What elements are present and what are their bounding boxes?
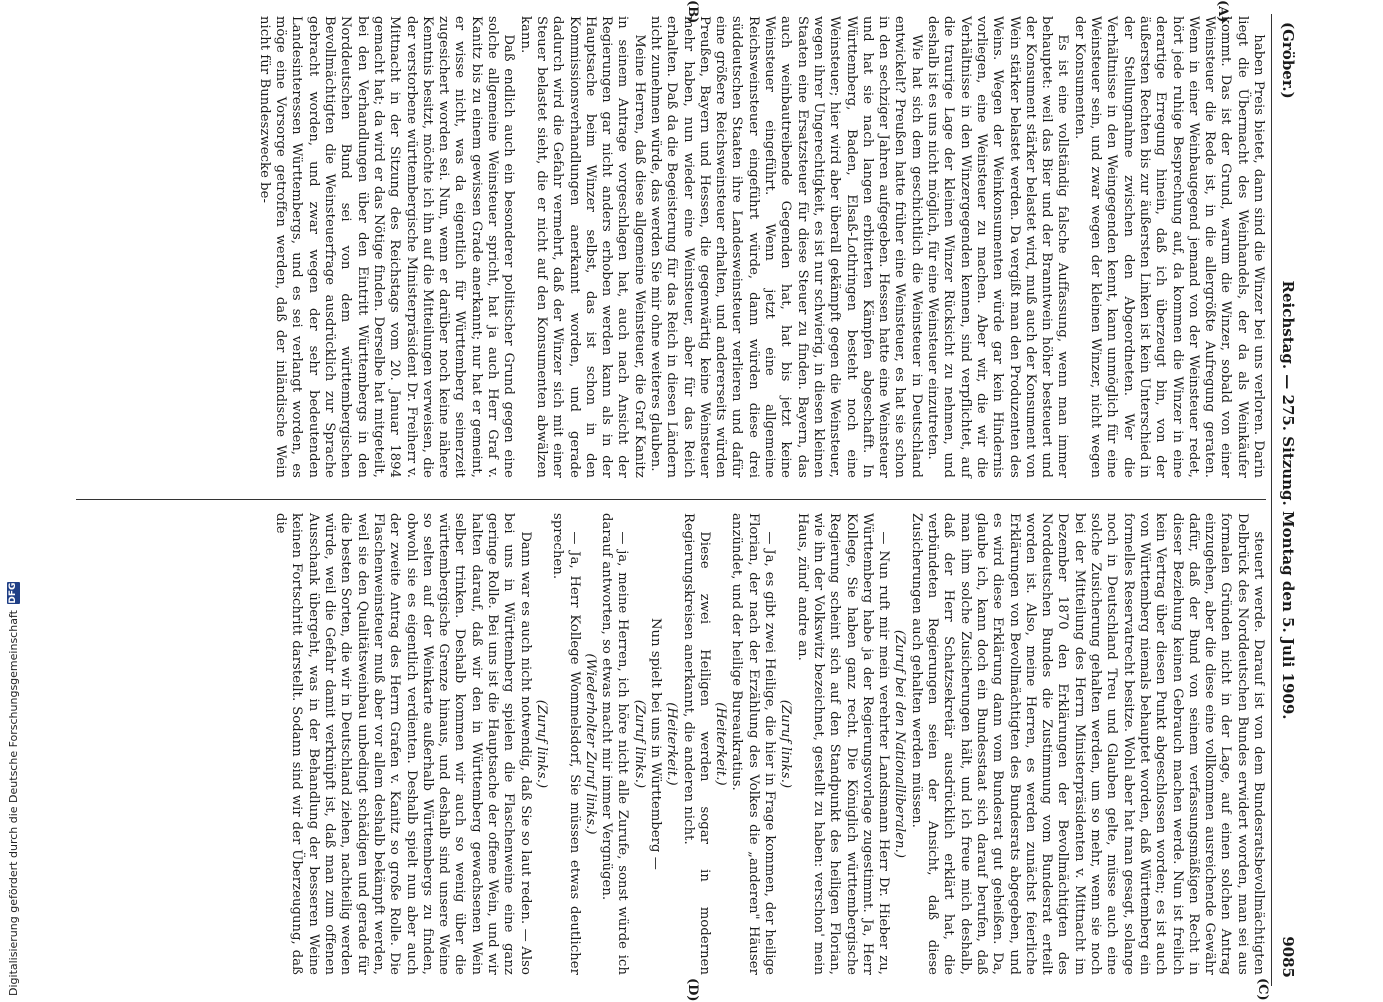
left-column bbox=[256, 16, 1266, 478]
interjection: (Zuruf links.) bbox=[631, 699, 647, 789]
margin-marker-c: (C) bbox=[1255, 978, 1270, 1001]
speaker-name: (Gröber.) bbox=[1279, 22, 1297, 99]
page-header bbox=[1274, 6, 1300, 994]
paragraph: Wie hat sich dem geschichtlich die Weinsteuer in Deutschland entwickelt? Preußen hatte früher eine Weinsteuer, es hat sie schon in den sechziger Jahren aufgegeben. Hessen hatte eine Weinsteuer und hat sie nach langen erbitterten Kämpfen abgeschafft. In Württemberg, Baden, Elsaß-Lothringen besteht noch eine Weinsteuer; hier wird aber überall gekämpft gegen die Weinsteuer, wegen ihrer Ungerechtigkeit, es ist nur schwierig, in diesen kleinen Staaten eine Ersatzsteuer für diese Steuer zu finden. Bayern, das auch weinbautreibende Gegenden hat, hat bis jetzt keine Weinsteuer eingeführt. Wenn jetzt eine allgemeine Reichsweinsteuer eingeführt würde, dann würden diese drei süddeutschen Staaten ihre Landesweinsteuer verlieren und dafür eine größere Reichsweinsteuer erhalten, und andererseits würden Preußen, Bayern und Hessen, die gegenwärtig keine Weinsteuer mehr haben, nun wieder eine Weinsteuer, aber für das Reich erhalten. Daß da die Begeisterung für das Reich in diesen Ländern nicht zunehmen würde, das werden Sie mir ohne weiteres glauben. bbox=[648, 16, 924, 478]
paragraph: steuert werde. Darauf ist von dem Bundesratsbevollmächtigten Delbrück des Norddeutschen Bundes erwidert worden, man sei aus formalen Gründen nicht in der Lage, auf einen solchen Antrag einzugehen, aber die diese eine vollkommen ausreichende Gewähr dafür, daß der Bund von seinem verfassungsmäßigen Recht in dieser Beziehung keinen Gebrauch machen werde. Nun ist freilich kein Vertrag über diesen Punkt abgeschlossen worden; es ist auch von Württemberg niemals behauptet worden, daß Württemberg ein formelles Reservatrecht besitze. Wohl aber hat man gesagt, solange noch in Deutschland Treu und Glauben gelte, müsse auch eine solche Zusicherung gehalten werden, um so mehr, wenn sie noch bei der Mitteilung des Herrn Ministerpräsidenten v. Mittnacht im Dezember 1870 den Erklärungen der Bevollmächtigten des Norddeutschen Bundes die Zustimmung vom Bundesrat erteilt worden ist. Also, meine Herren, es werden zunächst feierliche Erklärungen von Bevollmächtigten des Bundesrats abgegeben, und es wird diese Erklärung dann vom Bundesrat gut geheißen. Da, glaube ich, kann doch ein Bundesstaat sich darauf berufen, daß man ihm solche Zusicherungen hält, und ich freue mich deshalb, daß der Herr Schatzsekretär ausdrücklich erklärt hat, die verbündeten Regierungen seien der Ansicht, daß diese Zusicherungen auch gehalten werden müssen. bbox=[908, 513, 1266, 975]
paragraph: Diese zwei Heiligen werden sogar in modernen Regierungskreisen anerkannt, die anderen nicht. bbox=[680, 513, 712, 975]
right-column bbox=[272, 513, 1266, 975]
paragraph: — Ja, Herr Kollege Wommelsdorf, Sie müssen etwas deutlicher sprechen. bbox=[550, 513, 582, 975]
paragraph: haben Preis bietet, dann sind die Winzer bei uns verloren. Darin liegt die Übermacht des Weinhandels, der da als Weinkäufer kommt. Das ist der Grund, warum die Winzer, sobald von einer Weinsteuer die Rede ist, in die allergrößte Aufregung geraten. Wenn in einer Weinbaugegend jemand von der Weinsteuer redet, hört jede ruhige Besprechung auf, da kommen die Winzer in eine derartige Erregung hinein, daß ich überzeugt bin, von der äußersten Rechten bis zur äußersten Linken ist kein Unterschied in der Stellungnahme zwischen den Abgeordneten. Wer die Verhältnisse in den Weingegenden kennt, kann unmöglich für eine Weinsteuer sein, und zwar wegen der kleinen Winzer, nicht wegen der Konsumenten. bbox=[1071, 16, 1266, 478]
paragraph: — ja, meine Herren, ich höre nicht alle Zurufe, sonst würde ich darauf antworten, so etwas macht mir immer Vergnügen. bbox=[599, 513, 631, 975]
paragraph: — Nun ruft mir mein verehrter Landsmann Herr Dr. Hieber zu, Württemberg habe ja der Regierungsvorlage zugestimmt. Ja, Herr Kollege, Sie haben ganz recht. Die Königlich württembergische Regierung scheint sich auf den Standpunkt des heiligen Florian, wie ihn der Volkswitz bezeichnet, gestellt zu haben: verschon' mein Haus, zünd' andre an. bbox=[794, 513, 892, 975]
newspaper-page bbox=[72, 0, 1300, 1002]
interjection: (Wiederholter Zuruf links.) bbox=[582, 653, 598, 835]
credit-text: Digitalisierung gefördert durch die Deutsche Forschungsgemeinschaft bbox=[6, 610, 20, 996]
paragraph: Nun spielt bei uns in Württemberg — bbox=[648, 618, 664, 870]
interjection: (Heiterkeit.) bbox=[713, 702, 729, 786]
paragraph: Daß endlich auch ein besonderer politischer Grund gegen eine solche allgemeine Weinsteuer spricht, hat ja auch Herr Graf v. Kanitz bis zu einem gewissen Grade anerkannt; nur hat er gemeint, er wisse nicht, was da eigentlich für Württemberg seinerzeit zugesichert worden sei. Nun, wenn er darüber noch keine nähere Kenntnis besitzt, möchte ich ihn auf die Mitteilungen verweisen, die der verstorbene württembergische Ministerpräsident Dr. Freiherr v. Mittnacht in der Sitzung des Reichstags vom 20. Januar 1894 gemacht hat; da wird er das Nötige finden. Derselbe hat mitgeteilt, bei den Verhandlungen über den Eintritt Württembergs in den Norddeutschen Bund sei von dem württembergischen Bevollmächtigten die Weinsteuerfrage ausdrücklich zur Sprache gebracht worden, und zwar wegen der sehr bedeutenden Landesinteressen Württembergs, und es sei verlangt worden, es möge eine Vorsorge getroffen werden, daß der inländische Wein nicht für Bundeszwecke be- bbox=[256, 16, 517, 478]
dfg-logo-icon: DFG bbox=[7, 582, 18, 604]
page-number: 9085 bbox=[1279, 936, 1297, 978]
digitization-credit bbox=[4, 0, 22, 996]
paragraph: Es ist eine vollständig falsche Auffassung, wenn man immer behauptet: weil das Bier und der Branntwein höher besteuert und der Konsument stärker belastet wird, muß auch der Konsument von Wein stärker belastet werden. Da vergißt man den Produzenten des Weins. Wegen der Weinkonsumenten würde gar kein Hindernis vorliegen, eine Weinsteuer zu machen. Aber wir, die wir die Verhältnisse in den Winzergegenden kennen, sind verpflichtet, auf die traurige Lage der kleinen Winzer Rücksicht zu nehmen, und deshalb ist es uns nicht möglich, für eine Weinsteuer einzutreten. bbox=[925, 16, 1071, 478]
column-divider bbox=[76, 499, 1266, 500]
paragraph: — Ja, es gibt zwei Heilige, die hier in Frage kommen, der heilige Florian, der nach der Erzählung des Volkes die „anderen" Häuser anzündet, und der heilige Bureaukratius. bbox=[729, 513, 778, 975]
interjection: (Zuruf bei den Nationalliberalen.) bbox=[892, 629, 908, 859]
page-title: Reichstag. — 275. Sitzung. Montag den 5. Juli 1909. bbox=[1279, 280, 1297, 720]
margin-marker-d: (D) bbox=[685, 978, 700, 1002]
header-rule bbox=[1271, 14, 1272, 986]
interjection: (Heiterkeit.) bbox=[664, 702, 680, 786]
margin-marker-b: (B) bbox=[685, 0, 700, 24]
interjection: (Zuruf links.) bbox=[533, 699, 549, 789]
paragraph: Dann war es auch nicht notwendig, daß Sie so laut reden. — Also bei uns in Württemberg spielen die Flaschenweine eine ganz geringe Rolle. Bei uns ist die Hauptsache der offene Wein, und wir halten darauf, daß wir den in Württemberg gewachsenen Wein selber trinken. Deshalb kommen wir auch so wenig über die württembergische Grenze hinaus, und deshalb sind unsere Weine so selten auf der Weinkarte außerhalb Württembergs zu finden, obwohl sie es eigentlich verdienten. Deshalb spielt nun aber auch der zweite Antrag des Herrn Grafen v. Kanitz so große Rolle. Die Flaschenweinsteuer muß aber vor allem deshalb bekämpft werden, weil sie den Qualitätsweinbau unbedingt schädigen und gerade für die besten Sorten, die wir in Deutschland ziehen, nachteilig werden würde, weil die Gefahr damit verknüpft ist, daß man zum offenen Ausschank übergeht, was in der Behandlung der besseren Weine keinen Fortschritt darstellt. Sodann sind wir der Überzeugung, daß die bbox=[273, 513, 533, 975]
paragraph: Meine Herren, daß diese allgemeine Weinsteuer, die Graf Kanitz in seinem Antrage vorgeschlagen hat, auch nach Ansicht der Regierungen gar nicht anders erhoben werden kann als in der Hauptsache beim Winzer selbst, das ist schon in den Kommissionsverhandlungen anerkannt worden, und gerade dadurch wird die Gefahr vermehrt, daß der Winzer sich mit einer Steuer belastet sieht, die er nicht auf den Konsumenten abwälzen kann. bbox=[517, 16, 647, 478]
margin-marker-a: (A) bbox=[1215, 0, 1230, 23]
interjection: (Zuruf links.) bbox=[778, 699, 794, 789]
